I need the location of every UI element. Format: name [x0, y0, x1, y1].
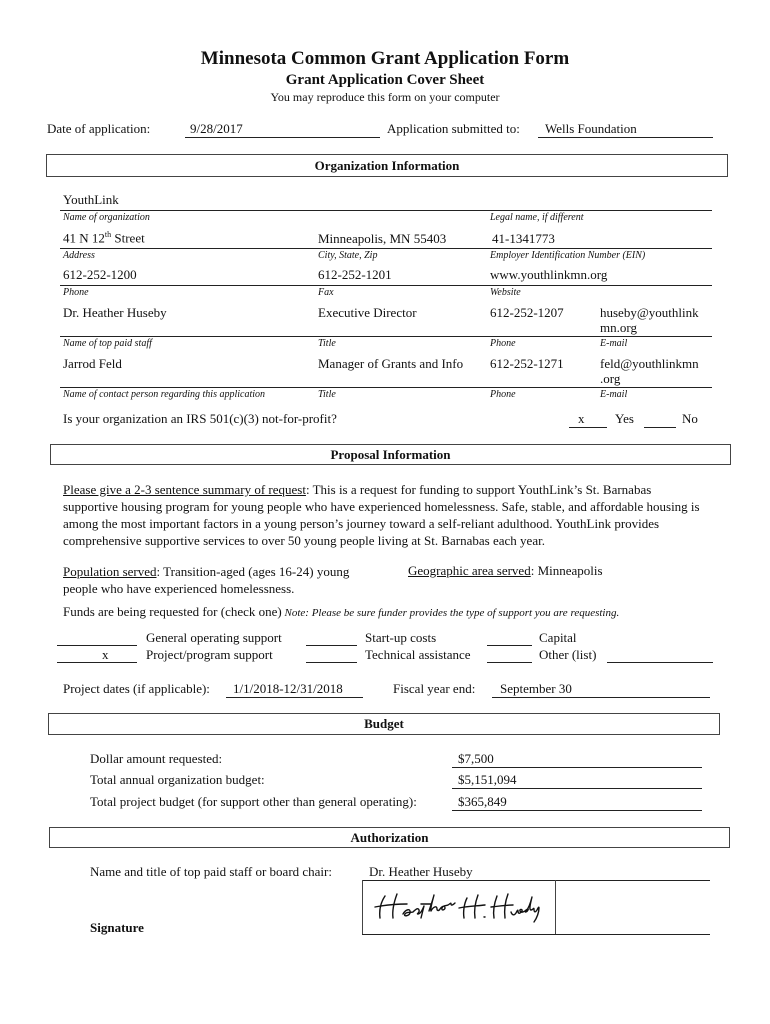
capital-blank[interactable] [487, 645, 532, 646]
other-label: Other (list) [539, 647, 597, 662]
project-budget-label: Total project budget (for support other than general operating): [90, 794, 417, 809]
nonprofit-yes-label: Yes [615, 411, 634, 426]
summary-text: : This is a request for funding to support YouthLink’s St. Barnabas supportive housing program for young people who have experienced homelessness. Safe, stable, and affordable housing is among the most important factors in a young person’s journey toward a self-reliant adulthood. YouthLink provides comprehensive supportive services to over 50 young people living at St. Barnabas each year. [63, 482, 700, 548]
address-sup: th [104, 230, 112, 239]
city-value[interactable]: Minneapolis, MN 55403 [318, 231, 447, 246]
fiscal-value[interactable]: September 30 [500, 681, 572, 696]
population-label: Population served [63, 564, 157, 579]
org-info-header [46, 154, 728, 177]
fax-value[interactable]: 612-252-1201 [318, 267, 392, 282]
summary-label: Please give a 2-3 sentence summary of request [63, 482, 306, 497]
funds-text: Funds are being requested for (check one) [63, 604, 282, 619]
top-staff-name[interactable]: Dr. Heather Huseby [63, 305, 167, 320]
summary-paragraph [63, 481, 703, 549]
page-subtitle: Grant Application Cover Sheet [285, 72, 485, 88]
general-operating-label: General operating support [146, 630, 282, 645]
technical-blank[interactable] [306, 662, 357, 663]
contact-email-line1: feld@youthlinkmn [600, 356, 699, 371]
legal-name-caption: Legal name, if different [490, 212, 584, 223]
annual-budget-label: Total annual organization budget: [90, 772, 265, 787]
startup-label: Start-up costs [365, 630, 437, 645]
other-list-line[interactable] [607, 662, 713, 663]
contact-caption: Name of contact person regarding this application [63, 389, 266, 400]
nonprofit-no-label: No [682, 411, 698, 426]
authorization-heading: Authorization [350, 830, 429, 845]
date-underline [185, 137, 380, 138]
address-line [60, 248, 712, 249]
annual-budget-line [452, 788, 702, 789]
contact-phone-caption: Phone [490, 389, 516, 400]
nonprofit-question: Is your organization an IRS 501(c)(3) not-for-profit? [63, 411, 337, 426]
org-info-heading: Organization Information [314, 158, 460, 173]
city-caption: City, State, Zip [318, 250, 378, 261]
ein-value[interactable]: 41-1341773 [492, 231, 555, 246]
project-dates-value[interactable]: 1/1/2018-12/31/2018 [233, 681, 343, 696]
other-blank[interactable] [487, 662, 532, 663]
contact-email-caption: E-mail [600, 389, 628, 400]
geo-label: Geographic area served [408, 563, 531, 578]
website-caption: Website [490, 287, 521, 298]
contact-title-caption: Title [318, 389, 336, 400]
population-text: : Transition-aged (ages 16-24) young people who have experienced homelessness. [63, 564, 350, 596]
top-staff-title-caption: Title [318, 338, 336, 349]
proposal-heading: Proposal Information [330, 447, 451, 462]
proposal-header [50, 444, 731, 465]
fiscal-label: Fiscal year end: [393, 681, 476, 696]
nonprofit-yes-line [569, 427, 607, 428]
phone-line [60, 285, 712, 286]
requested-line [452, 767, 702, 768]
signature-image [363, 880, 553, 934]
signature-line [362, 934, 710, 935]
authorization-header [49, 827, 730, 848]
top-staff-email-line1: huseby@youthlink [600, 305, 699, 320]
fax-caption: Fax [318, 287, 334, 298]
address-value[interactable] [63, 230, 145, 246]
top-staff-email-line2: mn.org [600, 320, 637, 335]
technical-label: Technical assistance [365, 647, 471, 662]
reproduce-note: You may reproduce this form on your computer [270, 90, 500, 104]
geo-text: : Minneapolis [530, 563, 603, 578]
ein-caption: Employer Identification Number (EIN) [490, 250, 646, 261]
nonprofit-yes-mark[interactable]: x [578, 411, 585, 426]
top-staff-phone[interactable]: 612-252-1207 [490, 305, 564, 320]
website-value[interactable]: www.youthlinkmn.org [490, 267, 608, 282]
top-staff-email-caption: E-mail [600, 338, 628, 349]
geo-paragraph [408, 563, 603, 579]
top-staff-line [60, 336, 712, 337]
date-value[interactable]: 9/28/2017 [190, 121, 243, 136]
top-staff-caption: Name of top paid staff [63, 338, 152, 349]
contact-name[interactable]: Jarrod Feld [63, 356, 122, 371]
nonprofit-no-line [644, 427, 676, 428]
contact-title[interactable]: Manager of Grants and Info [318, 356, 464, 371]
general-operating-blank[interactable] [57, 645, 137, 646]
contact-phone[interactable]: 612-252-1271 [490, 356, 564, 371]
address-street: Street [111, 230, 145, 246]
capital-label: Capital [539, 630, 577, 645]
address-number: 41 N 12 [63, 230, 105, 246]
org-name-caption: Name of organization [63, 212, 150, 223]
top-staff-title[interactable]: Executive Director [318, 305, 417, 320]
page-title: Minnesota Common Grant Application Form [200, 48, 570, 69]
startup-blank[interactable] [306, 645, 357, 646]
submitted-underline [538, 137, 713, 138]
funds-line [63, 604, 619, 620]
date-label: Date of application: [47, 121, 151, 136]
address-caption: Address [63, 250, 95, 261]
funds-note: Note: Please be sure funder provides the type of support you are requesting. [281, 607, 620, 619]
org-name-line [60, 210, 712, 211]
project-dates-label: Project dates (if applicable): [63, 681, 210, 696]
project-program-mark[interactable]: x [102, 647, 109, 662]
requested-value[interactable]: $7,500 [458, 751, 494, 766]
budget-header [48, 713, 720, 735]
project-budget-value[interactable]: $365,849 [458, 794, 507, 809]
phone-caption: Phone [63, 287, 89, 298]
top-staff-phone-caption: Phone [490, 338, 516, 349]
project-dates-line [226, 697, 363, 698]
contact-line [60, 387, 712, 388]
top-staff-auth-value[interactable]: Dr. Heather Huseby [369, 864, 473, 879]
org-name[interactable]: YouthLink [63, 192, 119, 207]
project-program-blank[interactable] [57, 662, 137, 663]
top-staff-auth-label: Name and title of top paid staff or board chair: [90, 864, 332, 879]
submitted-value[interactable]: Wells Foundation [545, 121, 637, 136]
population-paragraph [63, 563, 383, 597]
project-budget-line [452, 810, 702, 811]
contact-email[interactable] [600, 356, 699, 386]
project-program-label: Project/program support [146, 647, 273, 662]
requested-label: Dollar amount requested: [90, 751, 223, 766]
phone-value[interactable]: 612-252-1200 [63, 267, 137, 282]
submitted-label: Application submitted to: [387, 121, 520, 136]
signature-box[interactable] [362, 880, 556, 934]
fiscal-line [492, 697, 710, 698]
signature-label: Signature [90, 920, 144, 935]
annual-budget-value[interactable]: $5,151,094 [458, 772, 517, 787]
budget-heading: Budget [364, 716, 404, 731]
top-staff-email[interactable] [600, 305, 699, 335]
contact-email-line2: .org [600, 371, 621, 386]
